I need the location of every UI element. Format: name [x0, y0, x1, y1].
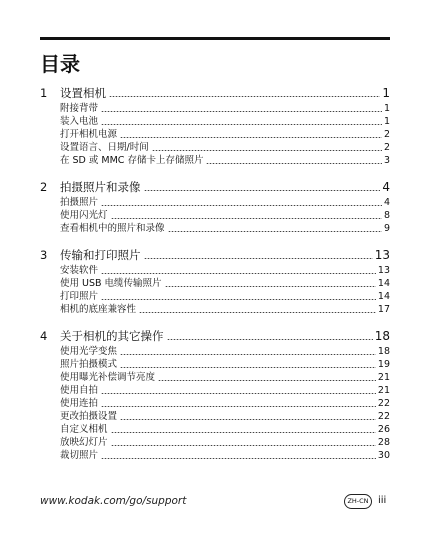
dot-leader: [101, 205, 382, 206]
entry-page-number: 3: [383, 155, 390, 166]
entry-title: 打印照片: [60, 291, 99, 302]
chapter-page-number: 1: [382, 86, 390, 100]
chapter-page-number: 18: [374, 329, 390, 343]
entry-page-number: 9: [383, 223, 390, 234]
chapter-number: 1: [40, 86, 48, 100]
toc-entry-row[interactable]: [40, 303, 390, 316]
dot-leader: [139, 312, 376, 313]
chapter-title: 传输和打印照片: [60, 248, 141, 262]
dot-leader: [120, 137, 382, 138]
toc-entry-row[interactable]: [40, 102, 390, 115]
dot-leader: [101, 393, 376, 394]
toc-entry-row[interactable]: [40, 358, 390, 371]
chapter-page-number: 4: [382, 180, 390, 194]
entry-page-number: 8: [383, 210, 390, 221]
dot-leader: [101, 111, 382, 112]
toc-section: [40, 179, 390, 235]
dot-leader: [120, 419, 376, 420]
chapter-title: 拍摄照片和录像: [60, 180, 141, 194]
entry-title: 自定义相机: [60, 424, 108, 435]
entry-page-number: 28: [377, 437, 390, 448]
toc-section: [40, 247, 390, 316]
dot-leader: [109, 96, 380, 97]
dot-leader: [144, 258, 373, 259]
entry-title: 使用连拍: [60, 398, 99, 409]
toc-entry-row[interactable]: [40, 115, 390, 128]
chapter-number: 3: [40, 248, 48, 262]
dot-leader: [111, 432, 376, 433]
toc-section: [40, 85, 390, 167]
entry-title: 装入电池: [60, 116, 99, 127]
page-title: 目录: [40, 52, 80, 76]
chapter-number: 2: [40, 180, 48, 194]
entry-title: 使用曝光补偿调节亮度: [60, 372, 156, 383]
entry-page-number: 4: [383, 197, 390, 208]
dot-leader: [152, 150, 382, 151]
dot-leader: [158, 380, 376, 381]
dot-leader: [101, 273, 376, 274]
support-url-link[interactable]: www.kodak.com/go/support: [40, 495, 187, 507]
entry-title: 在 SD 或 MMC 存储卡上存储照片: [60, 155, 204, 166]
entry-title: 放映幻灯片: [60, 437, 108, 448]
dot-leader: [111, 445, 376, 446]
toc-entry-row[interactable]: [40, 449, 390, 462]
dot-leader: [101, 299, 376, 300]
entry-page-number: 30: [377, 450, 390, 461]
entry-page-number: 1: [383, 116, 390, 127]
toc-section: [40, 328, 390, 462]
page-number: iii: [378, 495, 387, 506]
entry-page-number: 14: [377, 291, 390, 302]
entry-title: 查看相机中的照片和录像: [60, 223, 165, 234]
entry-page-number: 14: [377, 278, 390, 289]
entry-title: 照片拍摄模式: [60, 359, 118, 370]
entry-title: 安装软件: [60, 265, 99, 276]
toc-entry-row[interactable]: [40, 410, 390, 423]
entry-title: 设置语言、日期/时间: [60, 142, 149, 153]
toc-entry-row[interactable]: [40, 264, 390, 277]
entry-title: 使用闪光灯: [60, 210, 108, 221]
dot-leader: [111, 218, 382, 219]
entry-page-number: 21: [377, 372, 390, 383]
table-of-contents: [40, 85, 390, 462]
dot-leader: [101, 124, 382, 125]
toc-entry-row[interactable]: [40, 423, 390, 436]
entry-page-number: 17: [377, 304, 390, 315]
chapter-title: 设置相机: [60, 86, 106, 100]
entry-page-number: 13: [377, 265, 390, 276]
chapter-number: 4: [40, 329, 48, 343]
dot-leader: [101, 406, 376, 407]
dot-leader: [101, 458, 376, 459]
entry-page-number: 2: [383, 129, 390, 140]
dot-leader: [206, 163, 382, 164]
entry-title: 裁切照片: [60, 450, 99, 461]
entry-page-number: 18: [377, 346, 390, 357]
entry-page-number: 2: [383, 142, 390, 153]
toc-entry-row[interactable]: [40, 371, 390, 384]
entry-title: 相机的底座兼容性: [60, 304, 137, 315]
dot-leader: [120, 367, 376, 368]
toc-entry-row[interactable]: [40, 436, 390, 449]
toc-entry-row[interactable]: [40, 277, 390, 290]
dot-leader: [144, 190, 381, 191]
top-rule: [40, 37, 390, 40]
dot-leader: [120, 354, 376, 355]
toc-chapter-row[interactable]: [40, 85, 390, 101]
entry-page-number: 26: [377, 424, 390, 435]
dot-leader: [168, 231, 382, 232]
chapter-page-number: 13: [374, 248, 390, 262]
entry-page-number: 19: [377, 359, 390, 370]
dot-leader: [165, 286, 376, 287]
toc-chapter-row[interactable]: [40, 247, 390, 263]
toc-entry-row[interactable]: [40, 141, 390, 154]
entry-page-number: 1: [383, 103, 390, 114]
entry-page-number: 21: [377, 385, 390, 396]
toc-entry-row[interactable]: [40, 384, 390, 397]
toc-entry-row[interactable]: [40, 196, 390, 209]
toc-entry-row[interactable]: [40, 154, 390, 167]
dot-leader: [167, 339, 373, 340]
toc-entry-row[interactable]: [40, 345, 390, 358]
entry-title: 打开相机电源: [60, 129, 118, 140]
entry-title: 使用自拍: [60, 385, 99, 396]
entry-page-number: 22: [377, 411, 390, 422]
entry-title: 使用 USB 电缆传输照片: [60, 278, 162, 289]
toc-entry-row[interactable]: [40, 128, 390, 141]
entry-page-number: 22: [377, 398, 390, 409]
entry-title: 拍摄照片: [60, 197, 99, 208]
toc-entry-row[interactable]: [40, 209, 390, 222]
toc-entry-row[interactable]: [40, 397, 390, 410]
toc-chapter-row[interactable]: [40, 328, 390, 344]
entry-title: 使用光学变焦: [60, 346, 118, 357]
toc-entry-row[interactable]: [40, 290, 390, 303]
toc-chapter-row[interactable]: [40, 179, 390, 195]
toc-entry-row[interactable]: [40, 222, 390, 235]
chapter-title: 关于相机的其它操作: [60, 329, 164, 343]
entry-title: 附接背带: [60, 103, 99, 114]
language-badge: ZH-CN: [344, 494, 372, 509]
entry-title: 更改拍摄设置: [60, 411, 118, 422]
